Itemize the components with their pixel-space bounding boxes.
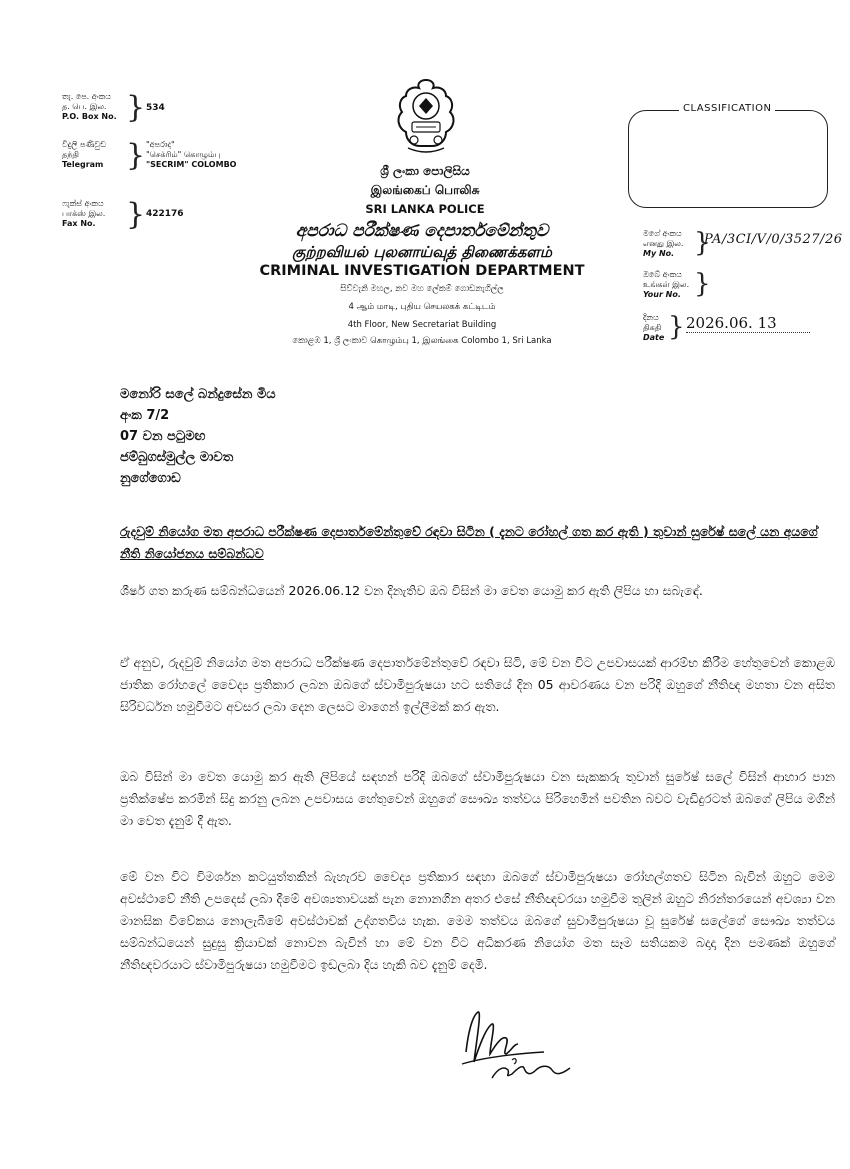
fax-value: 422176: [146, 209, 184, 219]
address-si: සිව්වැනි මහල, නව මහ ලේකම් ගොඩනැගිල්ල: [340, 284, 504, 294]
fax-label-si: ෆැක්ස් අංකය: [62, 199, 104, 208]
fax-label-en: Fax No.: [62, 219, 96, 228]
po-box-brace: }: [126, 90, 146, 125]
fax-label-ta: பாக்ஸ் இல.: [62, 209, 106, 218]
handwritten-signature: [452, 1004, 592, 1084]
body-paragraph: ඔබ විසින් මා වෙත යොමු කර ඇති ලිපියේ සඳහන් පරිදි ඔබගේ ස්වාමිපුරුෂයා වන සැකකරු තුවාන් සුරේෂ් සලේ විසින් ආහාර පාන ප්‍රතික්ෂේප කරමින් සිදු කරනු ලබන උපවාසය හේතුවෙන් ඔහුගේ සෞඛ්‍ය තත්වය පිරිහෙමින් පවතින බවට වැඩිදුරටත් ඔබගේ ලිපිය මගින් මා වෙත දැනුම් දී ඇත.: [120, 769, 835, 828]
my-no-brace: }: [694, 228, 711, 258]
recipient-line: 07 වන පටුමඟ: [120, 429, 206, 444]
classification-box: [628, 110, 828, 208]
telegram-label-ta: தந்தி: [62, 150, 79, 159]
date-brace: }: [668, 312, 685, 342]
date-label-ta: திகதி: [643, 323, 662, 332]
telegram-value-en: "SECRIM" COLOMBO: [146, 160, 237, 169]
sri-lanka-police-emblem: [390, 76, 462, 156]
date-label-si: දිනය: [643, 313, 659, 322]
po-box-label-en: P.O. Box No.: [62, 112, 117, 121]
my-no-label-ta: எனது இல.: [643, 239, 684, 248]
police-name-ta: இலங்கைப் பொலிசு: [370, 183, 480, 197]
recipient-line: අංක 7/2: [120, 408, 170, 423]
address-en: 4th Floor, New Secretariat Building: [347, 320, 497, 330]
address-ta: 4 ஆம் மாடி, புதிய செயலகக் கட்டிடம்: [348, 302, 496, 312]
police-name-en: SRI LANKA POLICE: [365, 202, 485, 216]
date-label-en: Date: [643, 333, 665, 342]
my-no-value: PA/3CI/V/0/3527/26: [704, 232, 843, 247]
telegram-values: [146, 140, 236, 170]
recipient-address: [120, 384, 420, 489]
your-no-label-si: ඔබේ අංකය: [643, 270, 682, 279]
recipient-line: නුගේගොඩ: [120, 471, 181, 486]
recipient-line: මනෝරි සලේ බන්දුසේන මිය: [120, 387, 276, 402]
telegram-brace: }: [126, 138, 146, 173]
your-no-label-en: Your No.: [643, 290, 681, 299]
date-labels: [643, 313, 664, 343]
recipient-line: ජම්බුගස්මුල්ල මාවත: [120, 450, 234, 465]
po-box-value: 534: [146, 103, 165, 113]
my-no-label-en: My No.: [643, 249, 675, 258]
your-no-labels: [643, 270, 689, 300]
address-city: කොළඹ 1, ශ්‍රී ලංකාව கொழும்பு 1, இலங்கை Colombo 1, Sri Lanka: [292, 336, 552, 346]
classification-title: CLASSIFICATION: [679, 103, 775, 114]
your-no-brace: }: [694, 269, 711, 299]
my-no-label-si: මගේ අංකය: [643, 229, 682, 238]
your-no-label-ta: உங்கள் இல.: [643, 280, 690, 289]
department-name-si: අපරාධ පරීක්ෂණ දෙපාර්තමේන්තුව: [295, 221, 549, 241]
telegram-value-si: "අපරාද": [146, 140, 175, 149]
department-name-en: CRIMINAL INVESTIGATION DEPARTMENT: [259, 263, 585, 279]
subject-line: රුදවුම් නියෝග මත අපරාධ පරීක්ෂණ දෙපාර්තමේන්තුවේ රඳවා සිටින ( දැනට රෝහල් ගත කර ඇති ) තුවාන් සුරේෂ් සලේ යන අයගේ නීති නියෝජනය සම්බන්ධව: [120, 524, 818, 561]
department-name-ta: குற்றவியல் புலனாய்வுத் திணைக்களம்: [292, 243, 552, 261]
body-paragraph: මේ වන විට විමර්ශන කටයුත්තකින් බැහැරව වෛද්‍ය ප්‍රතිකාර සඳහා ඔබගේ ස්වාමිපුරුෂයා රෝහල්ගතව සිටින බැවින් ඔහුට මෙම අවස්ථාවේ නීති උපදෙස් ලබා දීමේ අවශ්‍යතාවයක් පැන නොනගින අතර එසේ නීතිඥවරයා හමුවීම තුලින් ඔහුට නිරන්තරයෙන් අවශ්‍යා වන මානසික විවේකය නොලැබීමේ අවස්ථාවක් උද්ගතවිය හැක. මෙම තත්වය ඔබගේ සුවාමිපුරුෂයා වූ සුරේෂ් සලේගේ සෞඛ්‍ය තත්වය සම්බන්ධයෙන් සුදුසු ක්‍රියාවක් නොවන බැවින් හා මේ වන විට අධිකරණ නියෝග මත සෑම සතියකම බදාදා දින පමණක් ඔහුගේ නීතිඥවරයාට ස්වාමිපුරුෂයා හමුවීමට ඉඩලබා දිය හැකි බව දැනුම් දෙමි.: [120, 869, 835, 972]
my-no-labels: [643, 229, 683, 259]
date-value: 2026.06. 13: [686, 314, 810, 333]
fax-brace: }: [126, 197, 146, 232]
body-paragraph: ශීර්ෂ ගත කරුණ සම්බන්ධයෙන් 2026.06.12 වන දිනැතිව ඔබ විසින් මා වෙත යොමු කර ඇති ලිපිය හා සබැඳේ.: [120, 583, 703, 598]
po-box-label-ta: த. பெ. இல.: [62, 102, 107, 111]
body-paragraph: ඒ අනුව, රුදවුම් නියෝග මත අපරාධ පරීක්ෂණ දෙපාර්තමේන්තුවේ රඳවා සිටි, මේ වන විට උපවාසයක් ආරම්භ කිරීම හේතුවෙන් කොළඹ ජාතික රෝහලේ වෛද්‍ය ප්‍රතිකාර ලබන ඔබගේ ස්වාමිපුරුෂයා හට සතියේ දින 05 ආවරණය වන පරිදි ඔහුගේ නීතිඥ මහතා වන අසිත සිරිවර්ධන හමුවීමට අවසර ලබා දෙන ලෙසට මාගෙන් ඉල්ලීමක් කර ඇත.: [120, 655, 835, 714]
po-box-label-si: තැ. පෙ. අංකය: [62, 92, 111, 101]
telegram-label-en: Telegram: [62, 160, 104, 169]
police-name-si: ශ්‍රී ලංකා පොලිසිය: [380, 164, 470, 178]
telegram-label-si: විදුලි පණිවුඩ: [62, 140, 107, 149]
telegram-value-ta: "செக்ரிம்" கொழும்பு: [146, 150, 221, 159]
